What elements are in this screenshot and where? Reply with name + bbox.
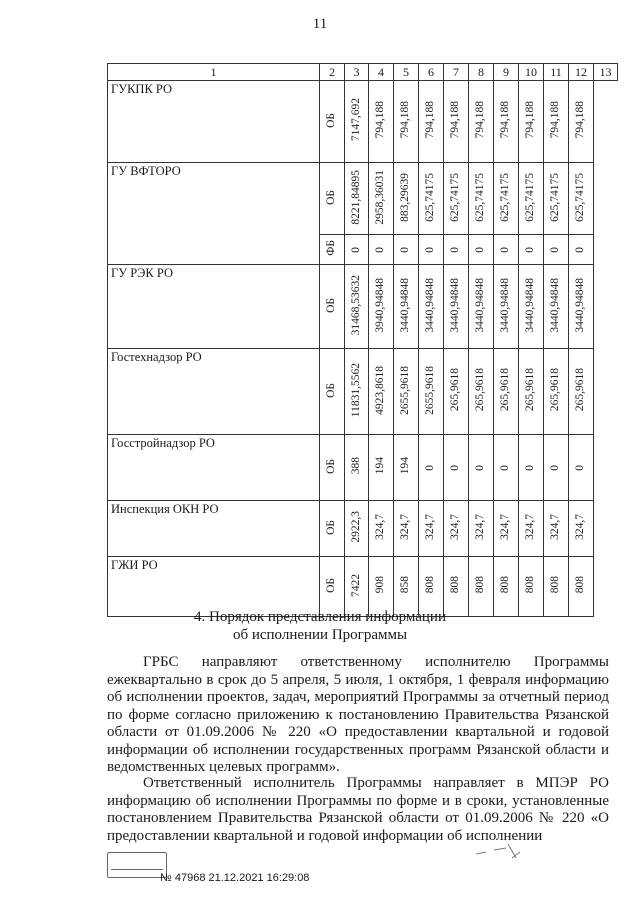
budget-value: 625,74175 [449,172,462,222]
budget-value: 0 [399,246,412,253]
budget-value: 808 [424,576,437,594]
column-number: 7 [444,64,469,81]
column-number: 6 [419,64,444,81]
budget-value: 794,188 [424,101,437,139]
budget-value: 0 [549,246,562,253]
budget-value: 265,9618 [499,368,512,412]
budget-value: 808 [449,576,462,594]
budget-value: 625,74175 [549,172,562,222]
table-row [108,501,618,557]
column-number: 2 [320,64,345,81]
budget-value: 0 [474,464,487,471]
budget-value: 194 [399,457,412,475]
section-subtitle: об исполнении Программы [232,627,408,643]
column-number: 10 [519,64,544,81]
column-number: 1 [108,64,320,81]
budget-value: 808 [524,576,537,594]
budget-value: 794,188 [399,101,412,139]
budget-value: 0 [424,464,437,471]
budget-value: 794,188 [449,101,462,139]
document-id: № 47968 21.12.2021 16:29:08 [160,872,310,884]
budget-value: 794,188 [499,101,512,139]
budget-value: 0 [374,246,387,253]
funding-source: ОБ [325,189,338,205]
budget-value: 324,7 [524,514,537,540]
budget-value: 11831,5562 [349,362,362,418]
budget-value: 858 [399,576,412,594]
budget-value: 7422 [349,573,362,597]
funding-source: ОБ [325,382,338,398]
budget-value: 794,188 [574,101,587,139]
org-name: Инспекция ОКН РО [108,501,320,557]
column-number: 12 [569,64,594,81]
column-number: 5 [394,64,419,81]
budget-value: 0 [524,246,537,253]
budget-value: 908 [374,576,387,594]
budget-value: 3940,94848 [374,277,387,333]
budget-value: 625,74175 [524,172,537,222]
budget-table [107,63,618,617]
budget-value: 794,188 [374,101,387,139]
column-number: 3 [345,64,369,81]
budget-value: 2655,9618 [399,365,412,415]
budget-value: 808 [574,576,587,594]
budget-value: 265,9618 [449,368,462,412]
budget-value: 0 [574,246,587,253]
budget-value: 3440,94848 [424,277,437,333]
budget-value: 625,74175 [474,172,487,222]
budget-value: 324,7 [424,514,437,540]
column-number: 8 [469,64,494,81]
org-name: Госстройнадзор РО [108,435,320,501]
table-row [108,81,618,163]
budget-value: 324,7 [474,514,487,540]
budget-value: 265,9618 [474,368,487,412]
org-name: Гостехнадзор РО [108,349,320,435]
budget-value: 0 [424,246,437,253]
budget-value: 808 [499,576,512,594]
budget-value: 794,188 [474,101,487,139]
budget-value: 4923,8618 [374,365,387,415]
budget-value: 2922,3 [349,511,362,543]
budget-value: 808 [549,576,562,594]
budget-value: 388 [349,457,362,475]
table-row [108,435,618,501]
paragraph-grbs: ГРБС направляют ответственному исполнителю Программы ежеквартально в срок до 5 апреля, 5 июля, 1 октября, 1 февраля информацию об исполнении проектов, задач, мероприятий Программы за отчетный период по форме согласно приложению к постановлению Правительства Рязанской области от 01.09.2006 № 220 «О предоставлении квартальной и годовой информации об исполнении государственных программ Рязанской области и ведомственных целевых программ». [107,654,609,775]
table-row [108,265,618,349]
budget-value: 3440,94848 [574,277,587,333]
paragraph-executor: Ответственный исполнитель Программы направляет в МПЭР РО информацию об исполнении Программы по форме и в сроки, установленные постановлением Правительства Рязанской области от 01.09.2006 № 220 «О предоставлении квартальной и годовой информации об исполнении [107,775,609,844]
budget-value: 3440,94848 [549,277,562,333]
section-title: 4. Порядок представления информации [194,609,446,625]
funding-source: ОБ [325,297,338,313]
column-number: 13 [594,64,618,81]
budget-value: 0 [549,464,562,471]
table-row [108,163,618,235]
budget-value: 0 [574,464,587,471]
page-number: 11 [312,16,328,32]
budget-value: 3440,94848 [524,277,537,333]
budget-value: 3440,94848 [499,277,512,333]
budget-value: 625,74175 [424,172,437,222]
budget-value: 625,74175 [574,172,587,222]
budget-value: 324,7 [449,514,462,540]
document-stamp [107,852,167,878]
signature-mark [472,838,522,866]
budget-value: 324,7 [574,514,587,540]
budget-value: 265,9618 [549,368,562,412]
budget-value: 324,7 [399,514,412,540]
org-name: ГЖИ РО [108,557,320,617]
budget-value: 0 [449,246,462,253]
column-number: 11 [544,64,569,81]
table-row [108,349,618,435]
budget-value: 2958,36031 [374,169,387,225]
budget-value: 265,9618 [524,368,537,412]
column-number: 9 [494,64,519,81]
budget-value: 0 [499,464,512,471]
funding-source: ОБ [325,519,338,535]
funding-source: ОБ [325,458,338,474]
budget-value: 31468,53632 [349,274,362,336]
budget-value: 324,7 [499,514,512,540]
budget-value: 0 [474,246,487,253]
funding-source: ОБ [325,577,338,593]
budget-value: 794,188 [549,101,562,139]
budget-value: 324,7 [374,514,387,540]
table-header-row [108,64,618,81]
budget-value: 0 [499,246,512,253]
budget-value: 265,9618 [574,368,587,412]
funding-source: ОБ [325,112,338,128]
budget-value: 794,188 [524,101,537,139]
budget-value: 808 [474,576,487,594]
org-name: ГУ ВФТОРО [108,163,320,265]
org-name: ГУКПК РО [108,81,320,163]
budget-value: 2655,9618 [424,365,437,415]
budget-value: 0 [349,246,362,253]
funding-source: ФБ [325,240,338,256]
budget-value: 324,7 [549,514,562,540]
budget-value: 883,29639 [399,172,412,222]
budget-value: 8221,84895 [349,169,362,225]
budget-value: 194 [374,457,387,475]
budget-value: 3440,94848 [474,277,487,333]
budget-value: 0 [449,464,462,471]
column-number: 4 [369,64,394,81]
budget-value: 3440,94848 [399,277,412,333]
budget-value: 0 [524,464,537,471]
budget-value: 3440,94848 [449,277,462,333]
budget-value: 7147,692 [349,98,362,142]
budget-value: 625,74175 [499,172,512,222]
org-name: ГУ РЭК РО [108,265,320,349]
